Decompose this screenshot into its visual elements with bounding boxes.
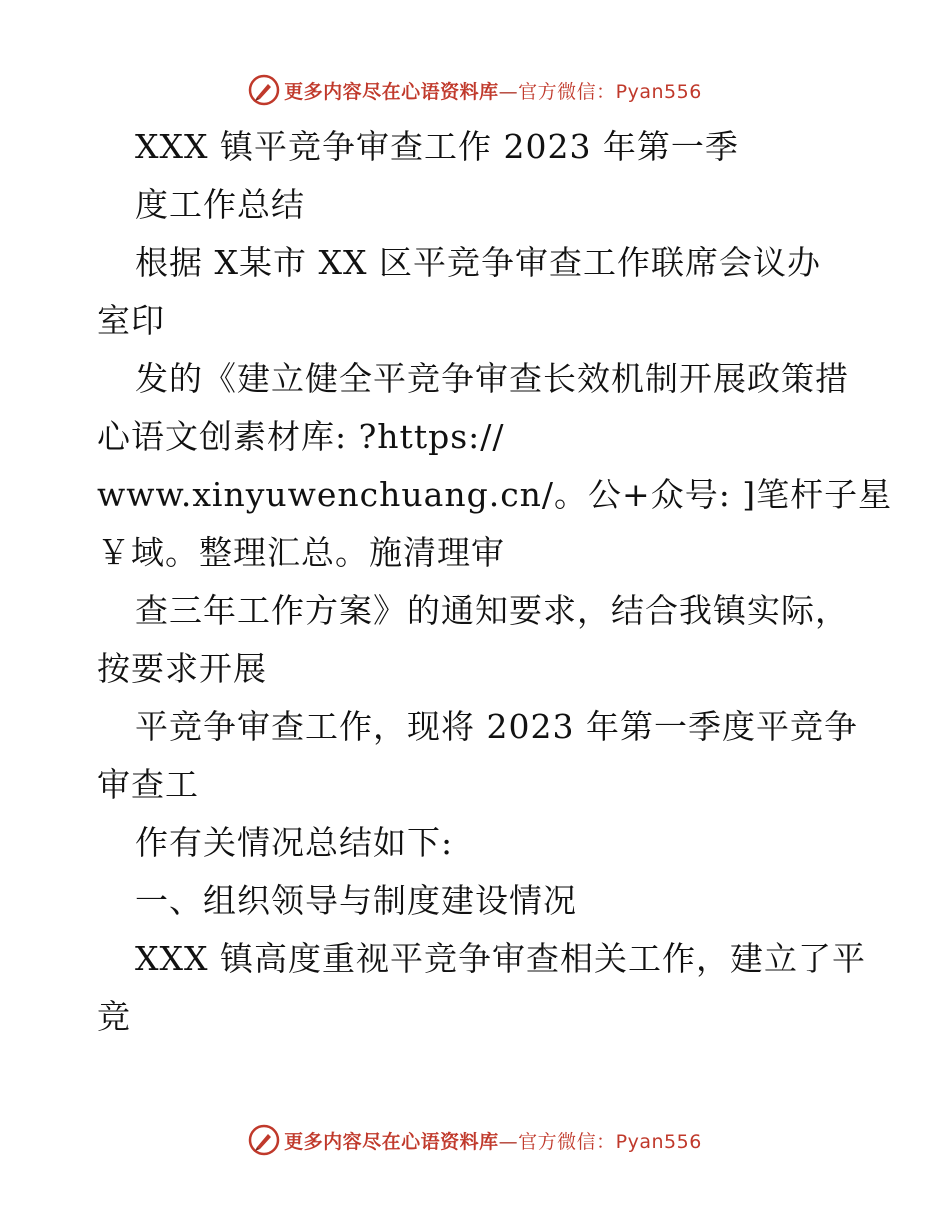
paragraph-line: 发的《建立健全平竞争审查长效机制开展政策措: [135, 359, 849, 398]
paragraph-line: 竞: [97, 997, 131, 1036]
paragraph-line: 室印: [97, 301, 165, 340]
paragraph-line: ￥域。整理汇总。施清理审: [97, 533, 505, 572]
title-line-1: XXX 镇平竞争审查工作 2023 年第一季: [135, 127, 739, 166]
pen-logo-icon: [248, 1124, 280, 1156]
paragraph-line: XXX 镇高度重视平竞争审查相关工作，建立了平: [135, 939, 866, 978]
paragraph-line: 根据 X某市 XX 区平竞争审查工作联席会议办: [135, 243, 821, 282]
paragraph-line: www.xinyuwenchuang.cn/。公+众号: ]笔杆子星: [97, 475, 893, 514]
paragraph-line: 心语文创素材库: ?https://: [97, 417, 505, 456]
footer-banner: [0, 1120, 950, 1160]
paragraph-line: 作有关情况总结如下:: [135, 823, 454, 862]
title-line-2: 度工作总结: [135, 185, 305, 224]
header-banner-text: 更多内容尽在心语资料库—官方微信：Pyan556: [284, 80, 702, 103]
paragraph-line: 按要求开展: [97, 649, 267, 688]
footer-banner-text: 更多内容尽在心语资料库—官方微信：Pyan556: [284, 1130, 702, 1153]
pen-logo-icon: [248, 74, 280, 106]
paragraph-line: 查三年工作方案》的通知要求，结合我镇实际，: [135, 591, 849, 630]
header-banner: [0, 70, 950, 110]
paragraph-line: 审查工: [97, 765, 199, 804]
document-body: [97, 118, 897, 1046]
section-heading: 一、组织领导与制度建设情况: [135, 881, 577, 920]
paragraph-line: 平竞争审查工作，现将 2023 年第一季度平竞争: [135, 707, 858, 746]
